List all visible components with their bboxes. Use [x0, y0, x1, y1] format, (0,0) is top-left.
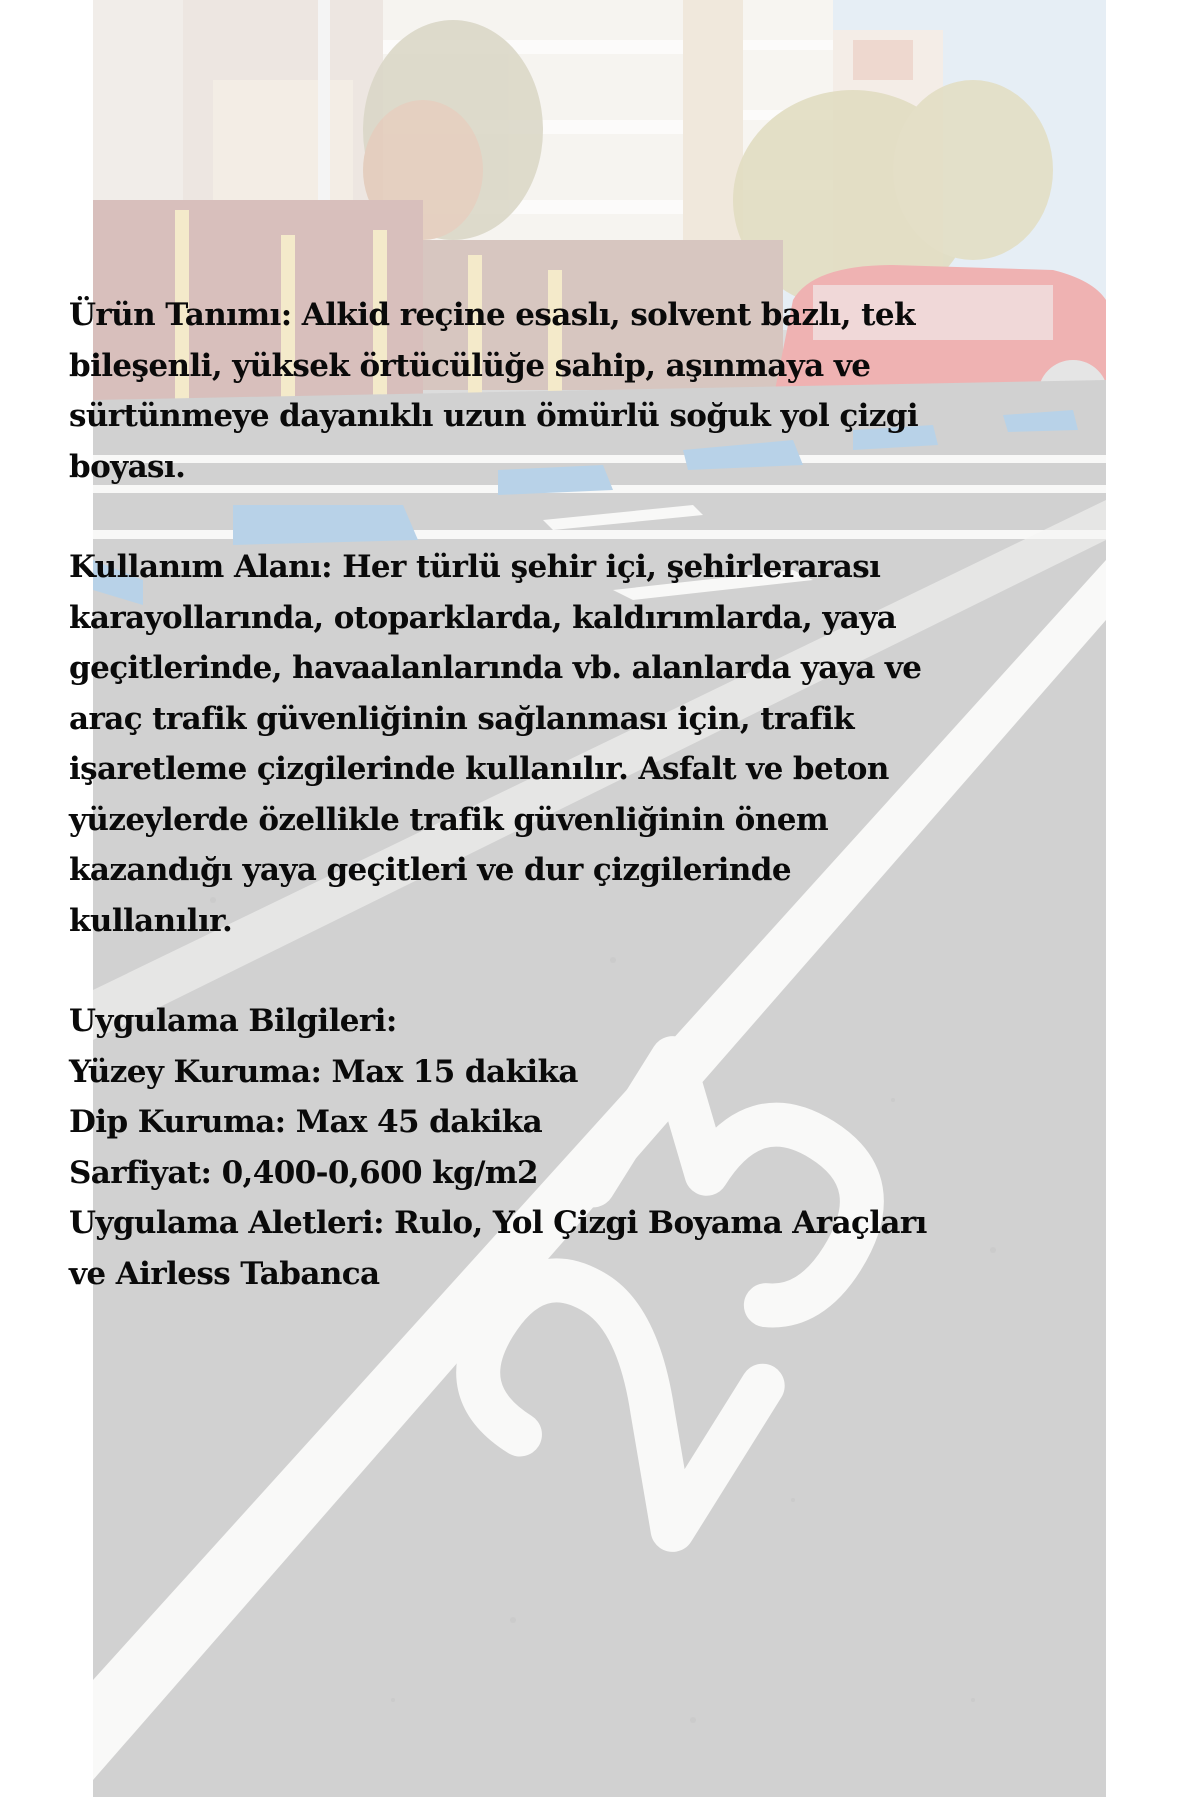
application-tools: Uygulama Aletleri: Rulo, Yol Çizgi Boyama Araçları: [69, 1205, 927, 1241]
usage-line: kullanılır.: [69, 902, 233, 939]
description-line: boyası.: [69, 448, 186, 485]
paragraph-gap: [69, 946, 949, 996]
product-text-block: [69, 290, 949, 1299]
application-heading: Uygulama Bilgileri:: [69, 1003, 397, 1039]
product-description: [69, 290, 949, 492]
description-line: bileşenli, yüksek örtücülüğe sahip, aşınmaya ve: [69, 347, 871, 384]
surface-drying: Yüzey Kuruma: Max 15 dakika: [69, 1053, 578, 1090]
usage-line: geçitlerinde, havaalanlarında vb. alanlarda yaya ve: [69, 650, 922, 686]
description-line: Ürün Tanımı: Alkid reçine esaslı, solvent bazlı, tek: [69, 297, 915, 333]
usage-line: Kullanım Alanı: Her türlü şehir içi, şehirlerarası: [69, 549, 881, 585]
application-info: [69, 996, 949, 1299]
usage-line: işaretleme çizgilerinde kullanılır. Asfalt ve beton: [69, 751, 889, 787]
usage-line: araç trafik güvenliğinin sağlanması için, trafik: [69, 700, 855, 737]
description-line: sürtünmeye dayanıklı uzun ömürlü soğuk yol çizgi: [69, 398, 919, 434]
application-tools-cont: ve Airless Tabanca: [69, 1255, 380, 1292]
usage-line: yüzeylerde özellikle trafik güvenliğinin önem: [69, 801, 829, 838]
usage-line: karayollarında, otoparklarda, kaldırımlarda, yaya: [69, 599, 897, 636]
usage-area: [69, 542, 949, 946]
paragraph-gap: [69, 492, 949, 542]
usage-line: kazandığı yaya geçitleri ve dur çizgilerinde: [69, 852, 791, 888]
consumption: Sarfiyat: 0,400-0,600 kg/m2: [69, 1154, 539, 1191]
through-drying: Dip Kuruma: Max 45 dakika: [69, 1104, 543, 1140]
